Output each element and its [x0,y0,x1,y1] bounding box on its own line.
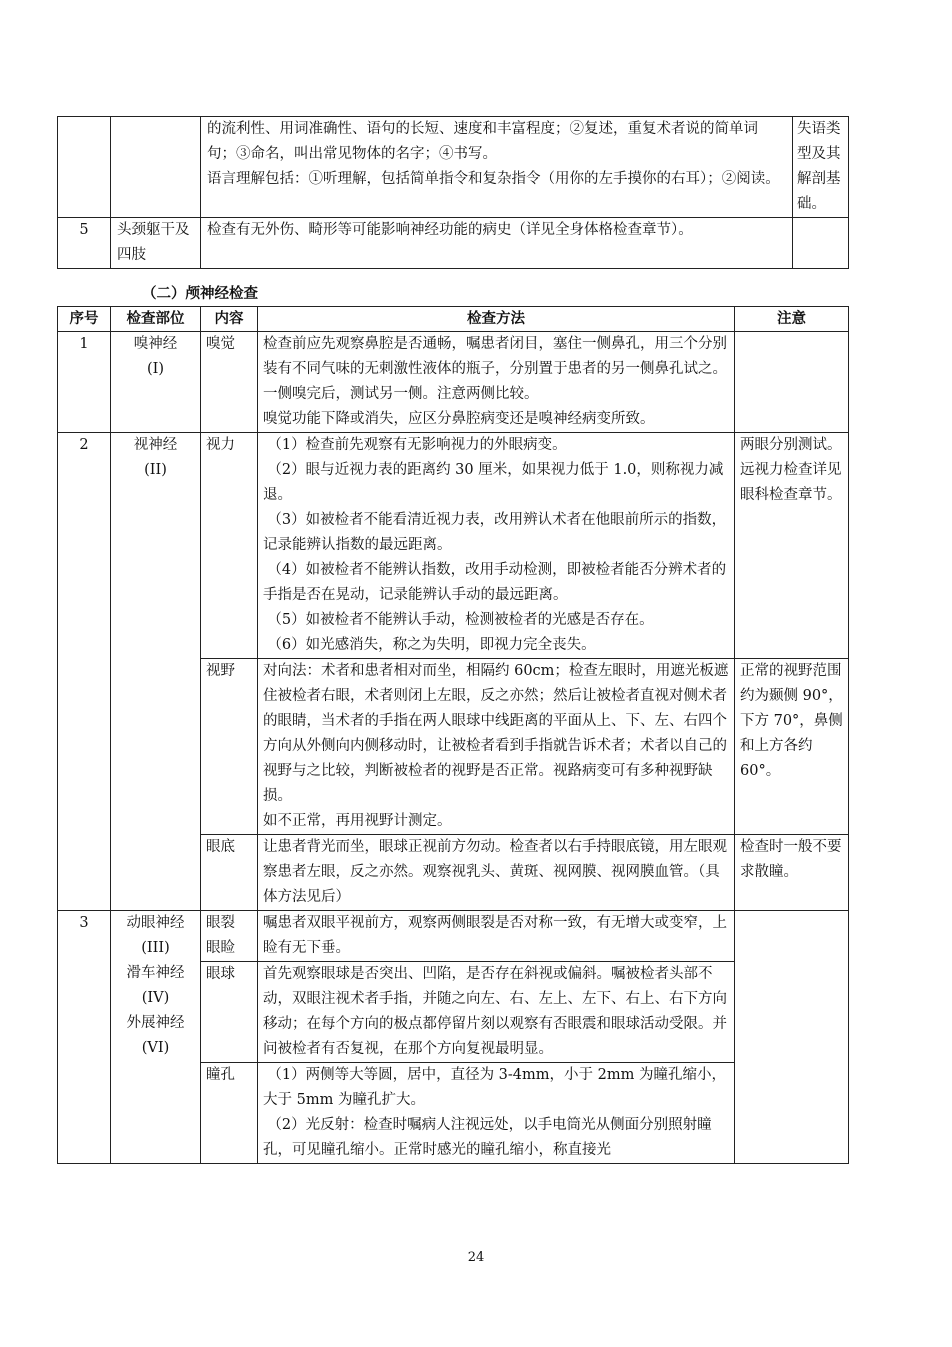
method-line: 的流利性、用词准确性、语句的长短、速度和丰富程度；②复述，重复术者说的简单词句；③命名，叫出常见物体的名字；④书写。 [207,121,758,162]
header-part: 检查部位 [111,307,201,332]
method-cell: 让患者背光而坐，眼球正视前方勿动。检查者以右手持眼底镜，用左眼观察患者左眼，反之亦然。观察视乳头、黄斑、视网膜、视网膜血管。（具体方法见后） [258,835,735,911]
method-line: （5）如被检者不能辨认手动，检测被检者的光感是否存在。 [267,612,654,628]
seq-cell [58,117,111,218]
method-line: 语言理解包括：①听理解，包括简单指令和复杂指令（用你的左手摸你的右耳）；②阅读。 [207,171,780,187]
part-line: 滑车神经 [126,965,185,981]
note-cell [735,433,849,659]
note-cell [793,218,849,269]
content-cell: 嗅觉 [201,332,258,433]
content-line: 眼裂 [206,915,235,931]
seq-cell: 1 [58,332,111,433]
content-cell [201,911,258,962]
seq-cell: 5 [58,218,111,269]
part-cell [111,433,201,911]
header-seq: 序号 [58,307,111,332]
method-line: （3）如被检者不能看清近视力表，改用辨认术者在他眼前所示的指数，记录能辨认指数的最远距离。 [263,512,727,553]
part-line: (VI) [141,1040,170,1056]
table-row [58,117,849,218]
note-line: 远视力检查详见眼科检查章节。 [740,462,842,503]
part-line: (IV) [141,990,170,1006]
part-cell [111,332,201,433]
method-line: 对向法：术者和患者相对而坐，相隔约 60cm；检查左眼时，用遮光板遮住被检者右眼，术者则闭上左眼，反之亦然；然后让被检者直视对侧术者的眼睛，当术者的手指在两人眼球中线距离的平面从上、下、左、右四个方向从外侧向内侧移动时，让被检者看到手指就告诉术者；术者以自己的视野与之比较，判断被检者的视野是否正常。视路病变可有多种视野缺损。 [263,663,729,804]
top-table [57,116,849,269]
method-cell: 嘱患者双眼平视前方，观察两侧眼裂是否对称一致，有无增大或变窄，上睑有无下垂。 [258,911,735,962]
header-method: 检查方法 [258,307,735,332]
note-cell: 失语类型及其解剖基础。 [793,117,849,218]
note-cell [735,911,849,1164]
table-header-row [58,307,849,332]
part-line: (III) [141,940,170,956]
method-cell [258,433,735,659]
method-line: （1）两侧等大等圆，居中，直径为 3-4mm，小于 2mm 为瞳孔缩小，大于 5mm 为瞳孔扩大。 [263,1067,726,1108]
method-line: 嗅觉功能下降或消失，应区分鼻腔病变还是嗅神经病变所致。 [263,411,655,427]
part-line: 动眼神经 [126,915,185,931]
content-cell: 瞳孔 [201,1063,258,1164]
header-note: 注意 [735,307,849,332]
note-cell [735,332,849,433]
part-line: 外展神经 [126,1015,185,1031]
part-name: 嗅神经 [133,336,178,352]
content-cell: 眼底 [201,835,258,911]
content-cell: 视力 [201,433,258,659]
method-cell: 检查有无外伤、畸形等可能影响神经功能的病史（详见全身体格检查章节）。 [201,218,793,269]
part-numeral: (I) [146,361,165,377]
table-row [58,218,849,269]
method-line: 检查前应先观察鼻腔是否通畅，嘱患者闭目，塞住一侧鼻孔，用三个分别装有不同气味的无刺激性液体的瓶子，分别置于患者的另一侧鼻孔试之。一侧嗅完后，测试另一侧。注意两侧比较。 [263,336,727,402]
content-cell: 视野 [201,659,258,835]
method-cell: 首先观察眼球是否突出、凹陷，是否存在斜视或偏斜。嘱被检者头部不动，双眼注视术者手指，并随之向左、右、左上、左下、右上、右下方向移动；在每个方向的极点都停留片刻以观察有否眼震和眼球活动受限。并问被检者有否复视，在那个方向复视最明显。 [258,962,735,1063]
method-cell [258,659,735,835]
method-line: （1）检查前先观察有无影响视力的外眼病变。 [267,437,567,453]
table-row [58,911,849,962]
seq-cell: 3 [58,911,111,1164]
method-line: （2）眼与近视力表的距离约 30 厘米，如果视力低于 1.0，则称视力减退。 [263,462,724,503]
method-cell [201,117,793,218]
part-cell: 头颈躯干及四肢 [111,218,201,269]
note-line: 两眼分别测试。 [740,437,842,453]
method-line: （6）如光感消失，称之为失明，即视力完全丧失。 [267,637,596,653]
note-cell: 正常的视野范围约为颞侧 90°，下方 70°，鼻侧和上方各约 60°。 [735,659,849,835]
method-line: （2）光反射：检查时嘱病人注视远处，以手电筒光从侧面分别照射瞳孔，可见瞳孔缩小。正常时感光的瞳孔缩小，称直接光 [263,1117,712,1158]
cranial-nerve-table [57,306,849,1164]
part-numeral: (II) [144,462,167,478]
part-cell [111,117,201,218]
seq-cell: 2 [58,433,111,911]
header-content: 内容 [201,307,258,332]
part-name: 视神经 [133,437,178,453]
method-line: 如不正常，再用视野计测定。 [263,813,452,829]
table-row [58,332,849,433]
page-number: 24 [467,1250,485,1265]
content-cell: 眼球 [201,962,258,1063]
section-heading: （二）颅神经检查 [142,286,258,302]
method-cell [258,1063,735,1164]
part-cell [111,911,201,1164]
note-cell: 检查时一般不要求散瞳。 [735,835,849,911]
content-line: 眼睑 [206,940,235,956]
table-row [58,433,849,659]
method-line: （4）如被检者不能辨认指数，改用手动检测，即被检者能否分辨术者的手指是否在晃动，记录能辨认手动的最远距离。 [263,562,727,603]
method-cell [258,332,735,433]
